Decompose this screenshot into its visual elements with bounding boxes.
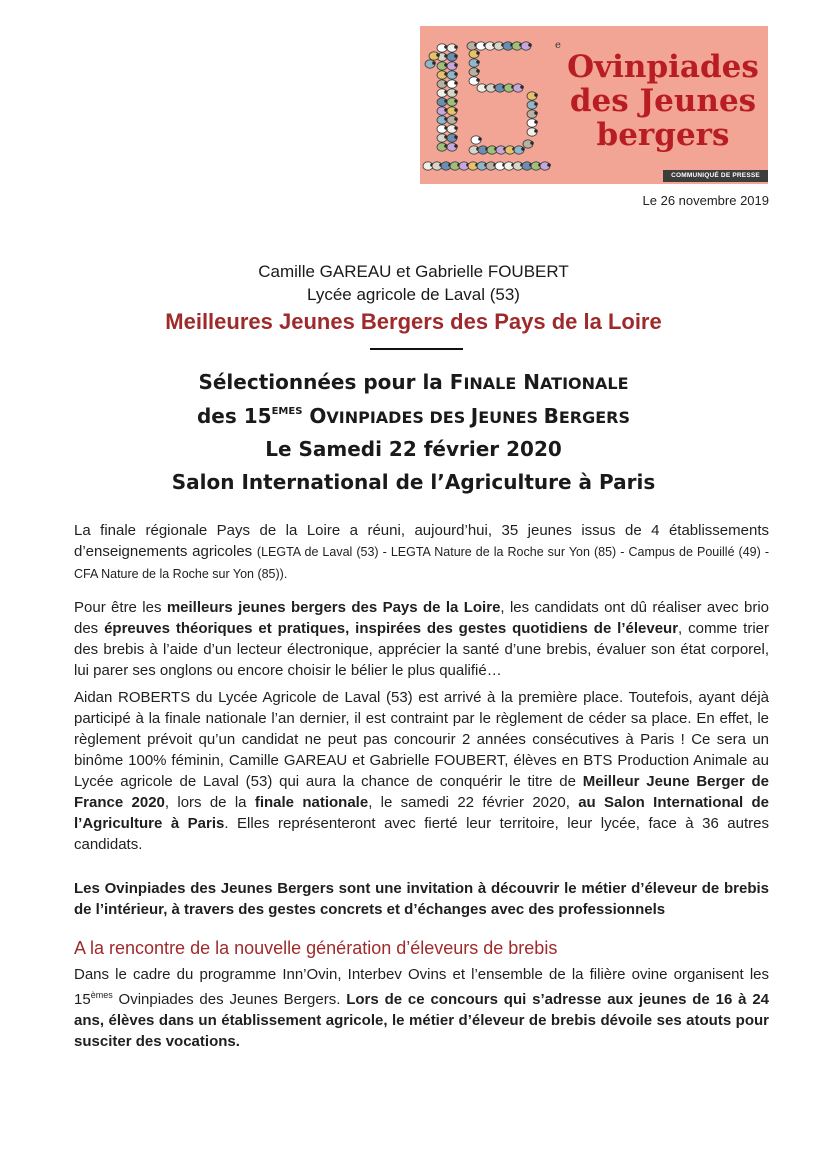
paragraph-bold: finale nationale [254, 794, 369, 811]
release-date: Le 26 novembre 2019 [642, 193, 769, 208]
sheep-head-icon [534, 129, 538, 133]
paragraph-text: , les candidats ont dû réaliser avec brio des [74, 599, 769, 637]
sheep-head-icon [454, 108, 458, 112]
paragraph-text: La finale régionale Pays de la Loire a réuni, aujourd’hui, 35 jeunes issus de 4 établissements d’enseignements agricoles [74, 522, 769, 560]
sheep-head-icon [454, 63, 458, 67]
sheep-head-icon [454, 54, 458, 58]
headline-line-1 [0, 370, 827, 394]
sheep-crowd-number-graphic [420, 26, 560, 184]
paragraph-text: , le samedi 22 février 2020, [368, 794, 579, 811]
sheep-head-icon [454, 126, 458, 130]
headline-text: B [543, 404, 559, 428]
paragraph-bold: Meilleur Jeune Berger de France 2020 [74, 773, 769, 811]
sheep-head-icon [528, 43, 532, 47]
sheep-head-icon [454, 90, 458, 94]
headline-text: INALE [463, 374, 517, 393]
paragraph-text: Dans le cadre du programme Inn’Ovin, Interbev Ovins et l’ensemble de la filière ovine organisent les 15 [74, 966, 769, 1008]
sheep-head-icon [436, 53, 440, 57]
sheep-head-icon [530, 141, 534, 145]
headline-line-4: Salon International de l’Agriculture à Paris [171, 470, 656, 494]
sheep-head-icon [534, 111, 538, 115]
paragraph-text: Ovinpiades des Jeunes Bergers. [112, 991, 347, 1008]
sheep-head-icon [454, 81, 458, 85]
headline-sup: EMES [271, 406, 303, 417]
headline-text: N [523, 370, 541, 394]
paragraph-bold: meilleurs jeunes bergers des Pays de la Loire [166, 599, 501, 616]
headline-text: EUNES [478, 408, 544, 427]
headline-text: J [470, 404, 479, 428]
schools-list: (LEGTA de Laval (53) - LEGTA Nature de la Roche sur Yon (85) - Campus de Pouillé (49) - CFA Nature de la Roche sur Yon (85)). [74, 545, 769, 581]
sheep-head-icon [478, 137, 482, 141]
paragraph-tests [74, 597, 769, 681]
paragraph-winners [74, 687, 769, 855]
paragraph-text: . Elles représenteront avec fierté leur territoire, leur lycée, face à 36 autres candidats. [74, 815, 769, 853]
sheep-head-icon [454, 135, 458, 139]
headline-line-3: Le Samedi 22 février 2020 [265, 437, 562, 461]
headline-text: O [309, 404, 327, 428]
sheep-head-icon [454, 117, 458, 121]
sheep-head-icon [520, 85, 524, 89]
headline-text: ATIONALE [540, 374, 629, 393]
paragraph-text: , lors de la [164, 794, 255, 811]
sheep-head-icon [476, 78, 480, 82]
paragraph-text: Pour être les [74, 599, 167, 616]
logo-title [558, 50, 768, 152]
sheep-head-icon [476, 60, 480, 64]
headline-line-2 [0, 404, 827, 428]
headline-text: ERGERS [558, 408, 630, 427]
sheep-head-icon [534, 120, 538, 124]
main-title: Meilleures Jeunes Bergers des Pays de la Loire [165, 309, 662, 334]
paragraph-text: Aidan ROBERTS du Lycée Agricole de Laval (53) est arrivé à la première place. Toutefois, ayant déjà participé à la finale nationale l’an dernier, il est contraint par le règlement de céder sa place. En effet, le règlement prévoit qu’un candidat ne peut pas concourir 2 années consécutives à Paris ! Ce sera un binôme 100% féminin, Camille GAREAU et Gabrielle FOUBERT, élèves en BTS Production Animale au Lycée agricole de Laval (53) qui aura la chance de conquérir le titre de [74, 689, 769, 790]
headline-text: des 15 [196, 404, 272, 428]
sheep-head-icon [521, 147, 525, 151]
sheep-head-icon [534, 102, 538, 106]
headline-text: VINPIADES DES [326, 408, 471, 427]
title-divider [370, 348, 463, 350]
sheep-head-icon [476, 51, 480, 55]
paragraph-sup: èmes [90, 990, 113, 1000]
logo-title-line2: des Jeunes [569, 83, 757, 119]
sheep-head-icon [476, 69, 480, 73]
sheep-head-icon [454, 99, 458, 103]
paragraph-bold: épreuves théoriques et pratiques, inspirées des gestes quotidiens de l’éleveur [104, 620, 679, 637]
sheep-head-icon [432, 61, 436, 65]
logo-title-line3: bergers [596, 117, 730, 153]
sheep-head-icon [547, 163, 551, 167]
event-logo [420, 26, 768, 184]
paragraph-invitation [74, 878, 769, 920]
paragraph-bold: Les Ovinpiades des Jeunes Bergers sont une invitation à découvrir le métier d’éleveur de brebis de l’intérieur, à travers des gestes concrets et d’échanges avec des professionnels [74, 880, 769, 918]
paragraph-regional-final [74, 520, 769, 585]
sheep-head-icon [454, 72, 458, 76]
section-heading: A la rencontre de la nouvelle génération d’éleveurs de brebis [74, 938, 558, 958]
paragraph-text: , comme trier des brebis à l’aide d’un lecteur électronique, apprécier la santé d’une brebis, évaluer son état corporel, lui parer ses onglons ou encore choisir le bélier le plus qualifié… [74, 620, 769, 679]
paragraph-bold: Lors de ce concours qui s’adresse aux jeunes de 16 à 24 ans, élèves dans un établissement agricole, le métier d’éleveur de brebis dévoile ses atouts pour susciter des vocations. [74, 991, 770, 1050]
headline-text: Sélectionnées pour la [198, 370, 450, 394]
press-release-band: COMMUNIQUÉ DE PRESSE [663, 170, 768, 182]
winners-names: Camille GAREAU et Gabrielle FOUBERT [258, 262, 569, 281]
sheep-head-icon [454, 144, 458, 148]
sheep-head-icon [454, 45, 458, 49]
paragraph-program [74, 964, 769, 1052]
sheep-head-icon [534, 93, 538, 97]
headline-text: F [449, 370, 464, 394]
paragraph-bold: au Salon International de l’Agriculture à Paris [74, 794, 769, 832]
logo-ordinal-sup: e [555, 40, 561, 51]
school-name: Lycée agricole de Laval (53) [307, 285, 520, 304]
logo-title-line1: Ovinpiades [567, 49, 759, 85]
